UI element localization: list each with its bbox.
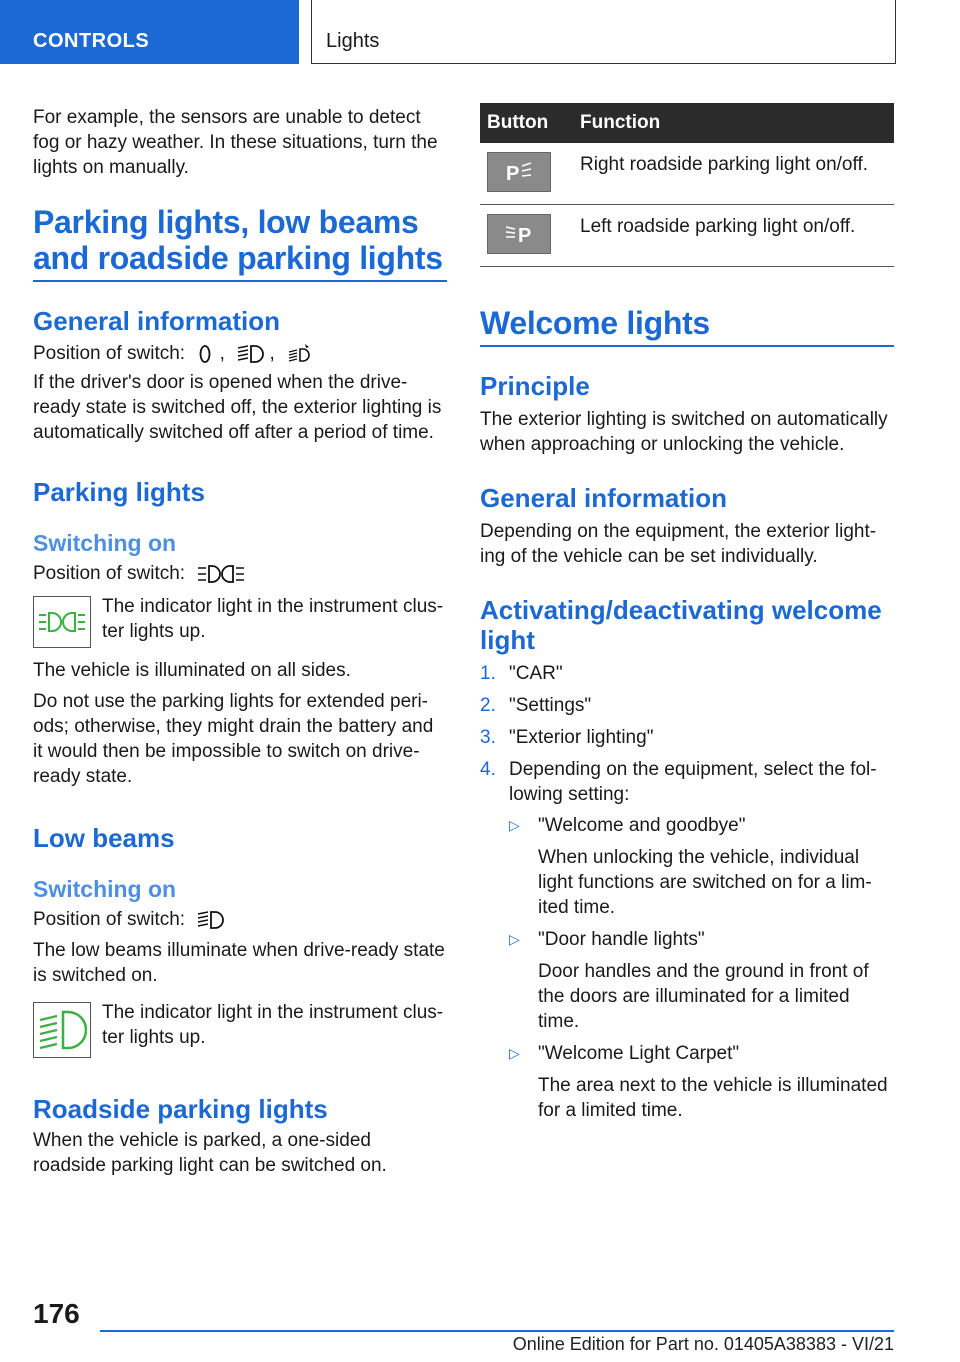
list-item: 2. "Settings" <box>480 695 592 716</box>
activating-heading: Activating/deactivating welcome light <box>480 595 882 655</box>
table-row <box>480 143 894 205</box>
left-parking-button-icon <box>487 214 551 254</box>
chapter-tab <box>311 0 896 64</box>
table-cell-function: Left roadside parking light on/off. <box>573 205 894 267</box>
general-text: If the driver's door is opened when the drive-ready state is switched off, the exterior lighting is automatically switched off after a period of time. <box>33 372 442 443</box>
general-heading: General information <box>33 306 281 336</box>
welcome-general-text: Depending on the equipment, the exterior light-ing of the vehicle can be set individually. <box>480 521 877 567</box>
roadside-text: When the vehicle is parked, a one-sided roadside parking light can be switched on. <box>33 1130 387 1176</box>
option-item: ▷ "Welcome and goodbye" When unlocking the vehicle, individual light functions are switched on for a lim-ited time. <box>509 815 872 918</box>
chapter-label: Lights <box>326 30 380 52</box>
footer-divider <box>100 1330 894 1332</box>
low-beams-heading: Low beams <box>33 823 175 853</box>
triangle-bullet-icon: ▷ <box>509 931 520 947</box>
parking-heading: Parking lights <box>33 477 205 507</box>
table-cell-function: Right roadside parking light on/off. <box>573 143 894 205</box>
left-column <box>33 100 447 1178</box>
parking-lights-switch-icon <box>196 563 246 585</box>
table-header-function: Function <box>573 103 894 143</box>
welcome-heading: Welcome lights <box>480 305 894 347</box>
svg-text:P: P <box>506 163 520 184</box>
section-label: CONTROLS <box>33 30 150 52</box>
triangle-bullet-icon: ▷ <box>509 1045 520 1061</box>
right-parking-button-icon <box>487 152 551 192</box>
parking-text-1: The vehicle is illuminated on all sides. <box>33 660 351 681</box>
principle-heading: Principle <box>480 371 590 401</box>
list-item: 3. "Exterior lighting" <box>480 727 654 748</box>
general-position: Position of switch: , , <box>33 341 447 366</box>
buttons-table <box>480 103 894 267</box>
low-beams-indicator-text: The indicator light in the instrument clus-ter lights up. <box>102 1002 444 1048</box>
option-item: ▷ "Door handle lights" Door handles and the ground in front of the doors are illuminated for a limited time. <box>509 929 869 1032</box>
low-beam-indicator-icon <box>33 1002 91 1058</box>
parking-indicator-row <box>33 594 447 648</box>
parking-switching-heading: Switching on <box>33 530 177 556</box>
svg-text:P: P <box>518 225 532 246</box>
auto-lights-switch-icon <box>286 343 312 365</box>
options-list <box>509 813 894 1123</box>
steps-list <box>480 661 894 1123</box>
footer-edition: Online Edition for Part no. 01405A38383 - VI/21 <box>512 1334 894 1354</box>
list-item: 4. Depending on the equipment, select the fol-lowing setting: ▷ "Welcome and goodbye" When unlocking the vehicle, individual light functions are switched on for a lim-ited time. ▷ "Door handle lights" Door handles and the ground in front of the doors are illuminated for a limited time. ▷ "Welcome Light Carpet" The area next to the vehicle is illuminated for a limited time. <box>480 757 894 1123</box>
low-beams-position: Position of switch: <box>33 907 447 932</box>
principle-text: The exterior lighting is switched on automatically when approaching or unlocking the vehicle. <box>480 409 888 455</box>
triangle-bullet-icon: ▷ <box>509 817 520 833</box>
option-item: ▷ "Welcome Light Carpet" The area next to the vehicle is illuminated for a limited time. <box>509 1043 888 1121</box>
low-beam-switch-icon <box>196 909 224 931</box>
roadside-heading: Roadside parking lights <box>33 1094 328 1124</box>
table-row <box>480 205 894 267</box>
intro-text: For example, the sensors are unable to detect fog or hazy weather. In these situations, turn the lights on manually. <box>33 107 438 178</box>
off-switch-icon <box>196 343 214 365</box>
main-heading: Parking lights, low beams and roadside parking lights <box>33 204 447 282</box>
low-beam-switch-icon <box>236 343 264 365</box>
right-column <box>480 103 894 1130</box>
parking-text-2: Do not use the parking lights for extended peri-ods; otherwise, they might drain the battery and it would then be impossible to switch on drive-ready state. <box>33 691 434 787</box>
section-tab <box>0 0 299 64</box>
table-header-button: Button <box>480 103 573 143</box>
welcome-general-heading: General information <box>480 483 728 513</box>
parking-indicator-icon <box>33 596 91 648</box>
low-beams-indicator-row <box>33 1000 447 1058</box>
list-item: 1. "CAR" <box>480 663 563 684</box>
parking-indicator-text: The indicator light in the instrument clus-ter lights up. <box>102 596 444 642</box>
page-number: 176 <box>33 1298 80 1329</box>
parking-position: Position of switch: <box>33 561 447 586</box>
low-beams-switching-heading: Switching on <box>33 876 177 902</box>
low-beams-text: The low beams illuminate when drive-ready state is switched on. <box>33 940 445 986</box>
